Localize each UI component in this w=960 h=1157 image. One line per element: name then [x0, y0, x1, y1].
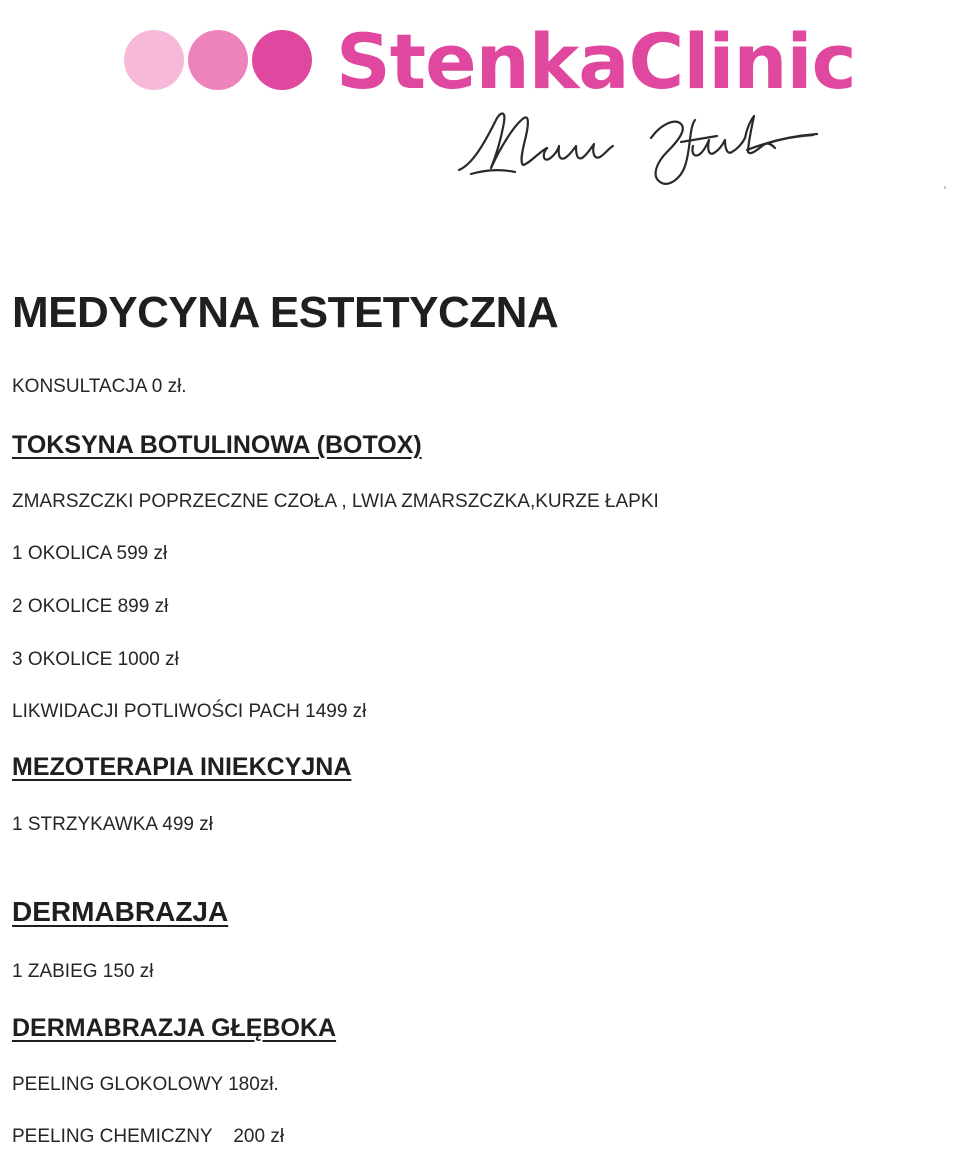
logo-dot-light [124, 30, 184, 90]
scan-speck [944, 186, 946, 189]
clinic-header [0, 0, 960, 200]
price-line-glycolic-peel: PEELING GLOKOLOWY 180zł. [12, 1074, 279, 1095]
section-heading-dermabrasion: DERMABRAZJA [12, 896, 229, 927]
section-heading-deep-dermabrasion: DERMABRAZJA GŁĘBOKA [12, 1014, 337, 1042]
price-line-hyperhidrosis: LIKWIDACJI POTLIWOŚCI PACH 1499 zł [12, 701, 367, 722]
signature-image [455, 98, 825, 196]
logo-dot-dark [252, 30, 312, 90]
price-line-botox-1-area: 1 OKOLICA 599 zł [12, 543, 168, 564]
price-line-dermabrasion-treatment: 1 ZABIEG 150 zł [12, 961, 154, 982]
brand-logo-text: StenkaClinic [336, 17, 856, 106]
section-heading-mesotherapy: MEZOTERAPIA INIEKCYJNA [12, 753, 352, 781]
price-line-syringe: 1 STRZYKAWKA 499 zł [12, 814, 213, 835]
page-title: MEDYCYNA ESTETYCZNA [12, 288, 559, 337]
price-line-botox-3-areas: 3 OKOLICE 1000 zł [12, 649, 179, 670]
logo-dots [124, 30, 320, 90]
price-line-chemical-peel: PEELING CHEMICZNY 200 zł [12, 1126, 285, 1147]
section-heading-botox: TOKSYNA BOTULINOWA (BOTOX) [12, 431, 422, 459]
price-line-botox-2-areas: 2 OKOLICE 899 zł [12, 596, 169, 617]
botox-areas-description: ZMARSZCZKI POPRZECZNE CZOŁA , LWIA ZMARSZCZKA,KURZE ŁAPKI [12, 491, 659, 512]
logo-dot-medium [188, 30, 248, 90]
consultation-price: KONSULTACJA 0 zł. [12, 376, 187, 397]
